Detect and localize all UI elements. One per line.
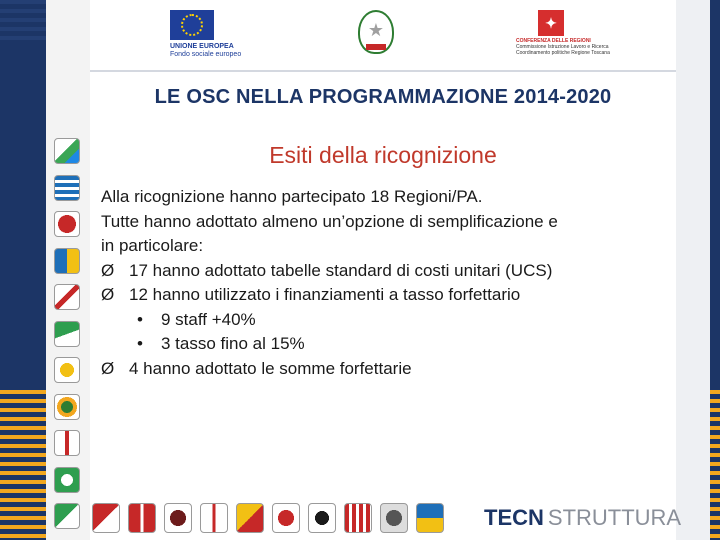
crest-veneto-icon xyxy=(416,503,444,533)
eu-logo xyxy=(170,10,241,59)
crest-marche-icon xyxy=(54,503,80,529)
list-item xyxy=(101,283,671,308)
crest-calabria-icon xyxy=(54,248,80,274)
crest-basilicata-icon xyxy=(54,175,80,201)
crest-valle-aosta-icon xyxy=(380,503,408,533)
arrow-bullet-icon: Ø xyxy=(101,260,115,280)
arrow-bullet-icon: Ø xyxy=(101,285,115,304)
body-line-3: in particolare: xyxy=(101,236,204,255)
left-band-top-stripes xyxy=(0,0,46,40)
sub-list-item xyxy=(101,332,671,357)
crest-liguria-icon xyxy=(54,430,80,456)
sub-list-item-text: 3 tasso fino al 15% xyxy=(161,334,305,353)
right-band-stripes xyxy=(710,390,720,540)
eu-logo-line2: Fondo sociale europeo xyxy=(170,51,242,58)
slide-subtitle: Esiti della ricognizione xyxy=(269,142,497,168)
crest-lazio-icon xyxy=(54,394,80,420)
crest-toscana-icon xyxy=(272,503,300,533)
crest-piemonte-icon xyxy=(128,503,156,533)
crest-trento-icon xyxy=(308,503,336,533)
eu-logo-line1: UNIONE EUROPEA xyxy=(170,43,234,50)
list-item xyxy=(101,357,671,382)
crest-lombardia-icon xyxy=(54,467,80,493)
eu-flag-icon xyxy=(170,10,214,40)
left-band-bottom-stripes xyxy=(0,390,46,540)
tecnostruttura-logo xyxy=(484,503,682,533)
dot-bullet-icon: • xyxy=(137,334,143,353)
slide-body xyxy=(101,185,671,381)
list-item-text: 4 hanno adottato le somme forfettarie xyxy=(129,358,412,378)
right-decorative-band xyxy=(710,0,720,540)
crest-emilia-icon xyxy=(54,321,80,347)
conference-logo-text xyxy=(516,38,610,56)
conference-logo-line1: CONFERENZA DELLE REGIONI xyxy=(516,38,591,44)
sub-list-item xyxy=(101,308,671,333)
crest-umbria-icon xyxy=(344,503,372,533)
republic-emblem xyxy=(358,10,394,54)
conference-logo-line3: Coordinamento politiche Regione Toscana xyxy=(516,50,610,56)
body-line-2: Tutte hanno adottato almeno un’opzione di semplificazione e xyxy=(101,211,558,231)
conference-logo xyxy=(516,10,610,56)
header-logos xyxy=(90,0,676,70)
list-item-text: 17 hanno adottato tabelle standard di costi unitari (UCS) xyxy=(129,260,553,280)
list-item-text: 12 hanno utilizzato i finanziamenti a tasso forfettario xyxy=(129,285,521,304)
header-divider xyxy=(90,70,676,72)
crest-bolzano-icon xyxy=(54,211,80,237)
body-line-1: Alla ricognizione hanno partecipato 18 Regioni/PA. xyxy=(101,187,483,206)
arrow-bullet-icon: Ø xyxy=(101,358,115,378)
slide-title: LE OSC NELLA PROGRAMMAZIONE 2014-2020 xyxy=(154,86,612,108)
conference-logo-line2: Commissione Istruzione Lavoro e Ricerca xyxy=(516,44,609,50)
regions-conference-icon: ✦ xyxy=(538,10,564,36)
region-crest-column xyxy=(54,138,82,540)
crest-sardegna-icon xyxy=(200,503,228,533)
crest-sicilia-icon xyxy=(236,503,264,533)
tecnostruttura-logo-left: TECN xyxy=(484,505,544,530)
crest-puglia-icon xyxy=(164,503,192,533)
sub-list-item-text: 9 staff +40% xyxy=(161,309,256,329)
tecnostruttura-logo-right: STRUTTURA xyxy=(547,505,682,530)
list-item xyxy=(101,259,671,284)
italian-republic-emblem-icon: ★ xyxy=(358,10,394,54)
region-crest-row xyxy=(92,500,452,536)
crest-molise-icon xyxy=(92,503,120,533)
crest-campania-icon xyxy=(54,284,80,310)
left-decorative-band xyxy=(0,0,46,540)
crest-abruzzo-icon xyxy=(54,138,80,164)
crest-friuli-icon xyxy=(54,357,80,383)
dot-bullet-icon: • xyxy=(137,309,143,329)
